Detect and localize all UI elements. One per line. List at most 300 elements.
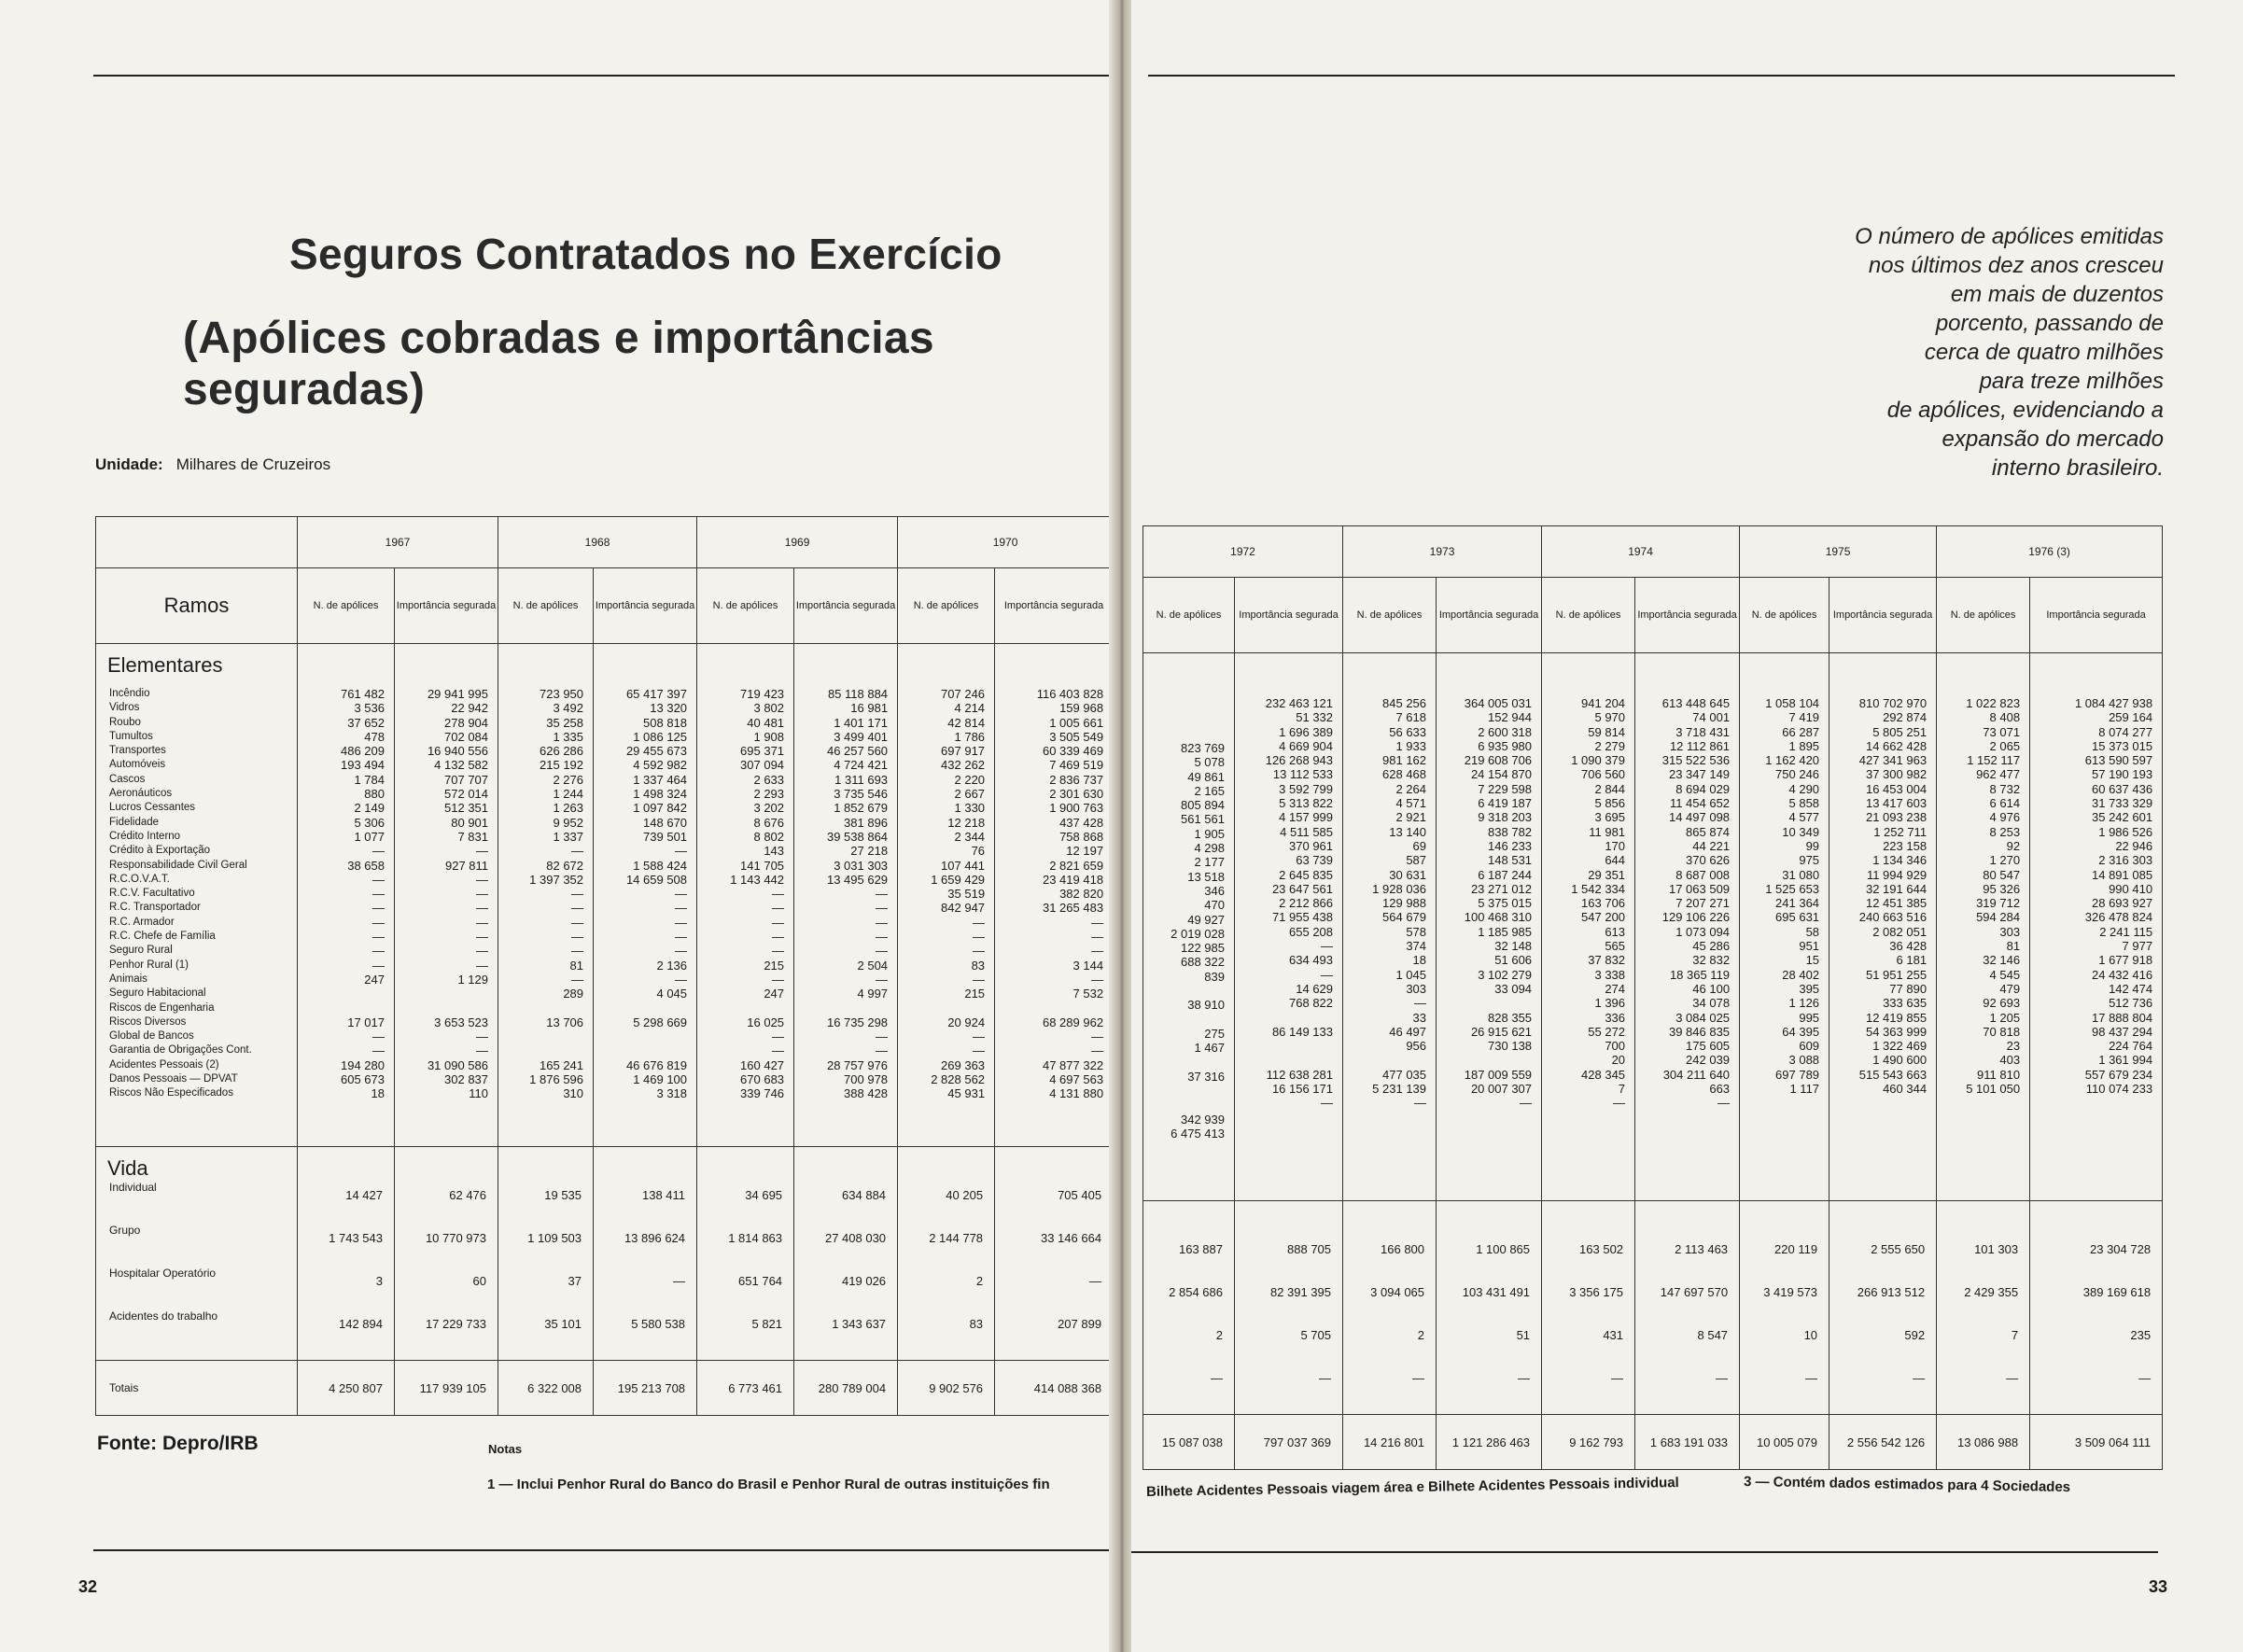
value-cell: 100 468 310 [1464, 910, 1533, 925]
value-cell: 512 736 [2109, 996, 2153, 1011]
unit-label: Unidade: [95, 455, 163, 473]
value-cell: — [1913, 1371, 1926, 1385]
value-cell: 1 814 863 [728, 1231, 783, 1245]
col-header-imp: Importância segurada [1635, 578, 1740, 653]
value-cell: 2 854 686 [1169, 1285, 1223, 1299]
value-cell: 207 899 [1058, 1317, 1102, 1331]
value-cell: 143 [764, 844, 785, 859]
value-cell: 33 [1412, 1010, 1427, 1025]
value-cell: 723 950 [540, 687, 584, 701]
value-cell: 951 [1799, 939, 1820, 954]
value-cell: 670 683 [740, 1072, 785, 1087]
ramo-label: Crédito Interno [109, 830, 181, 842]
value-cell: 4 997 [857, 987, 889, 1001]
value-cell: 4 724 421 [834, 758, 889, 773]
value-cell: 5 856 [1594, 796, 1626, 811]
el-col [1829, 653, 1937, 1201]
value-cell: 1 126 [1788, 996, 1820, 1011]
value-cell: 2 828 562 [931, 1072, 986, 1087]
value-cell: 761 482 [341, 687, 385, 701]
year-row [1143, 526, 2163, 578]
value-cell: 1 542 334 [1571, 881, 1626, 896]
value-cell: 51 606 [1494, 953, 1533, 968]
value-cell: 3 802 [753, 701, 785, 716]
value-cell: 2 645 835 [1279, 867, 1334, 882]
value-cell: 2 921 [1395, 810, 1427, 825]
ramo-label: Danos Pessoais — DPVAT [109, 1073, 238, 1085]
value-cell: — [772, 901, 785, 916]
value-cell: 37 652 [347, 715, 385, 730]
value-cell: 9 952 [553, 815, 584, 830]
value-cell: 159 968 [1059, 701, 1104, 716]
value-cell: 2 504 [857, 958, 889, 973]
col-header-n: N. de apólices [697, 568, 794, 644]
value-cell: 8 074 277 [2098, 724, 2153, 739]
value-cell: 975 [1799, 853, 1820, 868]
value-cell: 3 592 799 [1279, 781, 1334, 796]
value-cell: 1 900 763 [1049, 801, 1104, 816]
total-cell: 3 509 064 111 [2030, 1415, 2163, 1470]
value-cell: 1 143 442 [730, 872, 785, 887]
col-header-imp: Importância segurada [1829, 578, 1937, 653]
value-cell: — [571, 930, 584, 945]
value-cell: 700 978 [844, 1072, 889, 1087]
value-cell: 2 821 659 [1049, 858, 1104, 873]
value-cell: 700 [1605, 1039, 1626, 1054]
quote-line: O número de apólices emitidas [1855, 224, 2164, 249]
section-vida: Vida [107, 1156, 148, 1180]
el-col [1937, 653, 2030, 1201]
vida-col [995, 1147, 1113, 1361]
value-cell: 403 [1999, 1053, 2021, 1068]
value-cell: 3 144 [1072, 958, 1104, 973]
value-cell: — [571, 972, 584, 987]
value-cell: 2 [1215, 1328, 1223, 1342]
value-cell: 65 417 397 [625, 687, 688, 701]
value-cell: 389 169 618 [2082, 1285, 2152, 1299]
value-cell: 99 [1805, 838, 1820, 853]
value-cell: — [973, 944, 986, 959]
value-cell: 38 658 [347, 858, 385, 873]
value-cell: — [973, 915, 986, 930]
value-cell: 44 221 [1692, 838, 1731, 853]
value-cell: — [476, 930, 489, 945]
value-cell: 51 332 [1296, 710, 1334, 725]
value-cell: 116 403 828 [1036, 687, 1104, 701]
value-cell: 46 497 [1389, 1024, 1427, 1039]
value-cell: 247 [364, 972, 385, 987]
value-cell [1440, 1053, 1532, 1067]
value-cell: 2 844 [1594, 781, 1626, 796]
value-cell: 6 419 187 [1478, 796, 1533, 811]
value-cell [1147, 1084, 1225, 1098]
value-cell: 224 764 [2109, 1039, 2153, 1054]
vida-labels-cell [96, 1147, 298, 1361]
value-cell: 2 [1417, 1328, 1425, 1342]
vida-col [298, 1147, 395, 1361]
value-cell: 1 252 711 [1873, 824, 1928, 839]
value-cell: — [876, 1029, 889, 1044]
page-number-right: 33 [2149, 1577, 2168, 1596]
value-cell: 2 113 463 [1675, 1242, 1729, 1256]
value-cell: 4 157 999 [1279, 810, 1334, 825]
value-cell: 56 633 [1389, 724, 1427, 739]
value-cell: 705 405 [1058, 1188, 1102, 1202]
value-cell: 2 065 [1989, 738, 2021, 753]
ramo-label: Tumultos [109, 730, 153, 742]
year-1975: 1975 [1740, 526, 1937, 578]
value-cell: 23 [2006, 1039, 2021, 1054]
value-cell [1147, 984, 1225, 998]
value-cell: 7 831 [457, 829, 489, 844]
value-cell: 51 951 255 [1865, 967, 1928, 982]
value-cell: 842 947 [941, 901, 986, 916]
value-cell: 289 [563, 987, 584, 1001]
value-cell: 2 667 [954, 787, 986, 802]
value-cell: 51 [1516, 1328, 1531, 1342]
value-cell: 147 697 570 [1660, 1285, 1729, 1299]
value-cell: 12 419 855 [1865, 1010, 1928, 1025]
value-cell: 395 [1799, 981, 1820, 996]
value-cell: 605 673 [341, 1072, 385, 1087]
value-cell: 4 045 [656, 987, 688, 1001]
value-cell: 865 874 [1686, 824, 1731, 839]
value-cell [1347, 1053, 1426, 1067]
value-cell: 479 [1999, 981, 2021, 996]
value-cell: 20 007 307 [1470, 1082, 1533, 1097]
value-cell: 12 218 [947, 815, 986, 830]
value-cell: 10 [1803, 1328, 1818, 1342]
value-cell: 27 408 030 [824, 1231, 887, 1245]
value-cell: 572 014 [444, 787, 489, 802]
value-cell: — [372, 901, 385, 916]
ramo-label: Lucros Cessantes [109, 802, 196, 814]
value-cell: 4 290 [1788, 781, 1820, 796]
value-cell: 7 [2011, 1328, 2019, 1342]
elementares-label-list [96, 678, 297, 1101]
value-cell [399, 987, 488, 1001]
value-cell: 1 045 [1395, 967, 1427, 982]
value-cell: 32 146 [1983, 953, 2021, 968]
value-cell: 706 560 [1581, 767, 1626, 782]
value-cell: 278 904 [444, 715, 489, 730]
value-cell: 4 571 [1395, 796, 1427, 811]
value-cell: — [372, 930, 385, 945]
value-cell: 739 501 [643, 829, 688, 844]
value-cell: 326 478 824 [2084, 910, 2153, 925]
value-cell: 240 663 516 [1858, 910, 1928, 925]
value-cell: — [675, 944, 688, 959]
value-cell: 1 498 324 [633, 787, 688, 802]
value-cell: 470 [1204, 898, 1225, 913]
value-cell: 13 112 533 [1272, 767, 1334, 782]
value-cell: 4 592 982 [633, 758, 688, 773]
value-cell: 2 165 [1194, 783, 1225, 798]
year-1974: 1974 [1542, 526, 1740, 578]
value-cell: 3 094 065 [1370, 1285, 1425, 1299]
value-cell: 122 985 [1181, 941, 1225, 956]
value-cell: 4 132 582 [434, 758, 489, 773]
total-cell: 280 789 004 [794, 1361, 898, 1416]
ramo-label: Seguro Rural [109, 945, 173, 957]
value-cell: — [1412, 1371, 1425, 1385]
value-cell: 1 361 994 [2098, 1053, 2153, 1068]
value-cell [597, 1043, 687, 1057]
value-cell: 310 [563, 1086, 584, 1101]
ramo-label: Automóveis [109, 759, 166, 771]
el-col [995, 644, 1113, 1147]
value-cell: 4 577 [1788, 810, 1820, 825]
value-cell: 54 363 999 [1865, 1024, 1928, 1039]
value-cell: 47 877 322 [1042, 1057, 1104, 1072]
value-cell: 888 705 [1287, 1242, 1332, 1256]
value-cell: 215 [964, 987, 986, 1001]
value-cell: 11 454 652 [1669, 796, 1731, 811]
vida-block [1143, 1201, 2163, 1415]
value-cell: — [675, 844, 688, 859]
value-cell: 880 [364, 787, 385, 802]
top-rule [93, 75, 1113, 77]
value-cell [1147, 1141, 1225, 1155]
value-cell: 83 [969, 1317, 984, 1331]
value-cell: 129 988 [1382, 896, 1427, 911]
ramo-label: Cascos [109, 773, 146, 785]
value-cell: 697 917 [941, 744, 986, 759]
ramo-label: Responsabilidade Civil Geral [109, 859, 247, 871]
value-cell: 64 395 [1782, 1024, 1820, 1039]
value-cell: 193 494 [341, 758, 385, 773]
value-cell: 688 322 [1181, 955, 1225, 970]
value-cell: 129 106 226 [1661, 910, 1731, 925]
value-cell: 4 214 [954, 701, 986, 716]
value-cell: — [2006, 1371, 2019, 1385]
ramo-label: Riscos Não Especificados [109, 1087, 233, 1099]
col-header-n: N. de apólices [898, 568, 995, 644]
header-row [1143, 578, 2163, 653]
quote-line: interno brasileiro. [1991, 455, 2164, 481]
value-cell: 1 335 [553, 729, 584, 744]
totais-row [96, 1361, 1114, 1416]
quote-line: para treze milhões [1979, 369, 2164, 394]
col-header-imp: Importância segurada [594, 568, 697, 644]
value-cell: 28 402 [1782, 967, 1820, 982]
value-cell: 60 339 469 [1042, 744, 1104, 759]
value-cell: 428 345 [1581, 1067, 1626, 1082]
vida-col [594, 1147, 697, 1361]
year-row [96, 517, 1114, 568]
value-cell: 163 502 [1579, 1242, 1624, 1256]
value-cell: 1 185 985 [1478, 924, 1533, 939]
value-cell: 319 712 [1976, 896, 2021, 911]
value-cell: 4 511 585 [1280, 824, 1334, 839]
value-cell: — [772, 930, 785, 945]
value-cell: — [372, 944, 385, 959]
value-cell: 16 025 [747, 1015, 785, 1029]
value-cell: 5 078 [1194, 755, 1225, 770]
value-cell: 1 205 [1989, 1010, 2021, 1025]
value-cell: — [675, 930, 688, 945]
value-cell: 651 764 [738, 1274, 783, 1288]
value-cell: 269 363 [941, 1057, 986, 1072]
value-cell: 342 939 [1181, 1112, 1225, 1127]
value-cell: 5 231 139 [1372, 1082, 1427, 1097]
el-col [1437, 653, 1542, 1201]
value-cell: 6 614 [1989, 796, 2021, 811]
value-cell: — [1613, 1096, 1626, 1111]
value-cell: 35 258 [546, 715, 584, 730]
value-cell: 655 208 [1289, 924, 1334, 939]
value-cell: 18 365 119 [1669, 967, 1731, 982]
value-cell: — [772, 887, 785, 902]
value-cell: 103 431 491 [1462, 1285, 1531, 1299]
value-cell: 613 448 645 [1661, 696, 1731, 710]
value-cell: 275 [1204, 1026, 1225, 1041]
value-cell: 1 401 171 [834, 715, 889, 730]
note-1: 1 — Inclui Penhor Rural do Banco do Brasil e Penhor Rural de outras instituições fin [487, 1477, 1050, 1492]
value-cell: 45 931 [947, 1086, 986, 1101]
value-cell [301, 1001, 385, 1015]
value-cell: 37 316 [1187, 1069, 1225, 1084]
value-cell: 17 063 509 [1668, 881, 1731, 896]
value-cell: 2 429 355 [1964, 1285, 2019, 1299]
value-cell: 644 [1605, 853, 1626, 868]
year-1976: 1976 (3) [1937, 526, 2163, 578]
value-cell: 346 [1204, 883, 1225, 898]
value-cell: 1 588 424 [633, 858, 688, 873]
value-cell: 911 810 [1977, 1067, 2021, 1082]
el-col [395, 644, 498, 1147]
value-cell: 1 100 865 [1476, 1242, 1531, 1256]
value-cell: 587 [1406, 853, 1427, 868]
value-cell: 242 039 [1686, 1053, 1731, 1068]
value-cell: 166 800 [1381, 1242, 1425, 1256]
value-cell: 419 026 [842, 1274, 887, 1288]
ramo-label: Seguro Habitacional [109, 987, 206, 1000]
value-cell: — [372, 915, 385, 930]
col-header-imp: Importância segurada [794, 568, 898, 644]
value-cell: 1 895 [1788, 738, 1820, 753]
el-col [1343, 653, 1437, 1201]
value-cell: 303 [1406, 981, 1427, 996]
value-cell: 232 463 121 [1265, 696, 1334, 710]
value-cell: 9 318 203 [1478, 810, 1533, 825]
value-cell: — [372, 1029, 385, 1044]
value-cell: — [476, 901, 489, 916]
value-cell: 37 [568, 1274, 582, 1288]
value-cell: 3 505 549 [1049, 729, 1104, 744]
value-cell: 14 427 [345, 1188, 383, 1202]
value-cell: 1 852 679 [834, 801, 889, 816]
value-cell: 82 672 [546, 858, 584, 873]
value-cell: 302 837 [444, 1072, 489, 1087]
value-cell: 7 207 271 [1675, 896, 1731, 911]
value-cell: 5 805 251 [1872, 724, 1928, 739]
value-cell: 2 019 028 [1171, 926, 1225, 941]
value-cell: 478 [364, 729, 385, 744]
value-cell: 2 344 [954, 829, 986, 844]
value-cell: — [876, 901, 889, 916]
value-cell: 21 093 238 [1865, 810, 1928, 825]
value-cell: 23 304 728 [2090, 1242, 2152, 1256]
value-cell: 370 626 [1686, 853, 1731, 868]
total-cell: 9 162 793 [1542, 1415, 1635, 1470]
value-cell: 35 242 601 [2092, 810, 2153, 825]
value-cell [999, 1001, 1103, 1015]
value-cell: 2 136 [656, 958, 688, 973]
value-cell: 695 371 [740, 744, 785, 759]
value-cell: 241 364 [1775, 896, 1820, 911]
value-cell: 24 154 870 [1470, 767, 1533, 782]
value-cell: — [372, 872, 385, 887]
value-cell: 31 080 [1782, 867, 1820, 882]
value-cell: 152 944 [1488, 710, 1533, 725]
vida-label: Hospitalar Operatório [109, 1267, 217, 1280]
value-cell: 805 894 [1181, 798, 1225, 813]
section-elementares: Elementares [107, 653, 223, 677]
value-cell: — [772, 972, 785, 987]
value-cell [902, 1001, 985, 1015]
value-cell: 1 659 429 [931, 872, 986, 887]
value-cell [399, 1001, 488, 1015]
value-cell: 292 874 [1883, 710, 1928, 725]
value-cell: — [876, 930, 889, 945]
value-cell: — [571, 887, 584, 902]
value-cell: 33 094 [1494, 981, 1533, 996]
col-header-n: N. de apólices [1343, 578, 1437, 653]
ramo-label: Riscos de Engenharia [109, 1001, 215, 1014]
value-cell: 42 814 [947, 715, 986, 730]
value-cell: 10 770 973 [425, 1231, 487, 1245]
value-cell: — [476, 958, 489, 973]
value-cell: 20 924 [947, 1015, 986, 1029]
value-cell: 1 986 526 [2098, 824, 2153, 839]
value-cell: 107 441 [941, 858, 986, 873]
value-cell: 35 101 [544, 1317, 582, 1331]
col-header-imp: Importância segurada [395, 568, 498, 644]
value-cell: 1 490 600 [1872, 1053, 1928, 1068]
col-header-imp: Importância segurada [995, 568, 1113, 644]
top-rule [1148, 75, 2175, 77]
value-cell: 333 635 [1883, 996, 1928, 1011]
value-cell: 839 [1204, 969, 1225, 984]
value-cell: 69 [1412, 838, 1427, 853]
value-cell: 74 001 [1692, 710, 1731, 725]
value-cell: 247 [764, 987, 785, 1001]
value-cell: 37 832 [1588, 953, 1626, 968]
value-cell: 80 901 [451, 815, 489, 830]
value-cell: 1 244 [553, 787, 584, 802]
value-cell: 32 148 [1494, 939, 1533, 954]
value-cell: — [1321, 1096, 1334, 1111]
value-cell: 36 428 [1889, 939, 1928, 954]
value-cell: 1 337 [553, 829, 584, 844]
value-cell: 76 [971, 844, 986, 859]
value-cell: — [2138, 1371, 2152, 1385]
value-cell: 32 191 644 [1865, 881, 1928, 896]
value-cell: 613 [1605, 924, 1626, 939]
value-cell: 220 119 [1774, 1242, 1818, 1256]
value-cell: 66 287 [1782, 724, 1820, 739]
value-cell: — [476, 1029, 489, 1044]
value-cell: 7 419 [1788, 710, 1820, 725]
value-cell: 5 375 015 [1478, 896, 1533, 911]
ramo-label: Animais [109, 973, 147, 985]
col-header-n: N. de apólices [498, 568, 594, 644]
value-cell: 126 268 943 [1265, 753, 1334, 768]
vida-col [1542, 1201, 1635, 1415]
vida-col [1343, 1201, 1437, 1415]
value-cell: 274 [1605, 981, 1626, 996]
